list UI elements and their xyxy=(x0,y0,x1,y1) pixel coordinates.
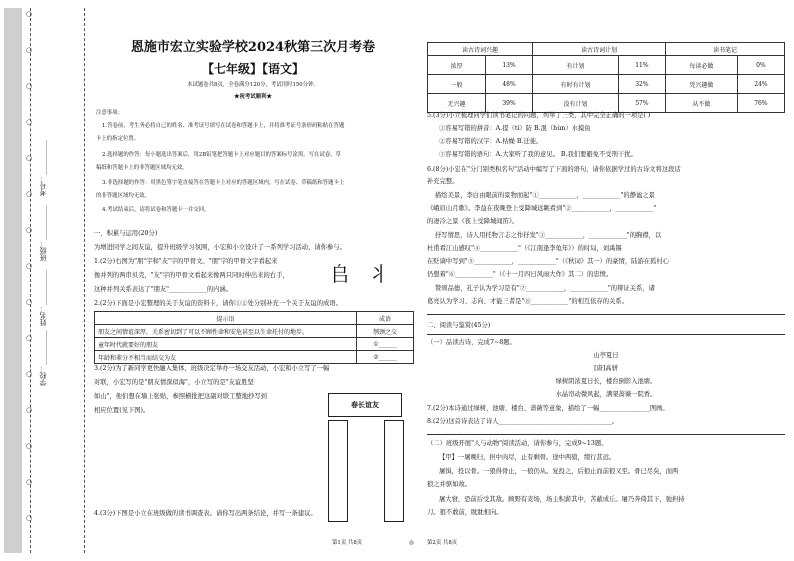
table-cell: 无兴趣 xyxy=(428,94,486,113)
school-label: 学校：__________ xyxy=(39,330,47,386)
question-text: 7.(2分)本诗通过绿树、池塘、楼台、蔷薇等意象，描绘了一幅________________图画。 xyxy=(427,405,669,412)
poem-line: 绿树阴浓夏日长，楼台倒影入池塘。 xyxy=(555,378,657,385)
table-header: 读古诗词计划 xyxy=(533,43,666,56)
fill-in-line: 赞颂品德，孔子认为学习是有"⑦____________，____________"的辩证关系，诸 xyxy=(435,285,655,292)
fill-in-line: 《峨眉山月歌》。李益在夜晚登上受降城远眺看到"②____________，____________" xyxy=(427,205,657,212)
binding-hole-mark: ○ xyxy=(26,46,33,54)
question-option: ①容易写错的拼音：A.提（tí）防 B.混（hùn）水摸鱼 xyxy=(439,125,591,132)
question-text: 像并列的两串贝壳，"友"字的甲骨文看起来像两只同时伸出来的右手， xyxy=(94,272,289,279)
fill-in-line: 在贬谪中写到"⑤____________，____________"（《秋词》其一）的豪情，陆游在孤村心 xyxy=(427,258,669,265)
binding-hole-mark: ○ xyxy=(26,334,33,342)
binding-hole-mark: ○ xyxy=(26,442,33,450)
page-separator: ◎ xyxy=(409,540,414,546)
notice-line: 稿纸和答题卡上的非答题区域均无效。 xyxy=(96,165,188,171)
table-cell: 有计划 xyxy=(533,56,619,75)
binding-hole-mark: ○ xyxy=(26,10,33,18)
table-cell: 24% xyxy=(737,75,784,94)
question-option: ③容易写错的语句：A.大家听了我的意见。 B.我们要避免不受刑干扰。 xyxy=(439,151,637,158)
question-text: 3.(2分)为了新同学更快融入集体，班级决定举办一场交友活动，小宏和小立写了一幅 xyxy=(94,365,330,372)
page-number-left: 第1页 共8页 xyxy=(332,540,363,546)
table-row xyxy=(428,75,785,94)
section-divider xyxy=(427,314,785,315)
answer-blank[interactable]: ②______ xyxy=(357,351,414,364)
table-cell: 浓厚 xyxy=(428,56,486,75)
page-right xyxy=(425,0,787,561)
table-cell: 刎颈之交 xyxy=(357,325,414,338)
reading-text: 刀。狼不敢前，眈眈相向。 xyxy=(427,509,503,516)
table-row xyxy=(95,338,414,351)
subsection-heading: （一）品读古诗，完成7~8题。 xyxy=(427,339,516,346)
oracle-bone-glyphs: 𠂤 ⺦ xyxy=(330,262,395,286)
exam-number-label: 考号：__________ xyxy=(39,140,47,196)
banner-text: 春长谊友 xyxy=(351,400,379,409)
reading-text: 狼之并驱如故。 xyxy=(427,481,472,488)
question-text: 6.(8分)小宏在"分门别类积名句"活动中编写了下面的语句，请你依据学过的古诗文将这段话 xyxy=(427,166,681,173)
reading-text: 【甲】一屠晚归，担中肉尽，止有剩骨。途中两狼，缀行甚远。 xyxy=(439,454,616,461)
name-label: 姓名：__________ xyxy=(39,270,47,326)
exam-info: 本试题卷共8页，全卷满分120分，考试用时150分钟。 xyxy=(187,82,319,88)
reading-text: 屠惧，投以骨。一狼得骨止，一狼仍从。复投之，后狼止而前狼又至。骨已尽矣，而两 xyxy=(439,468,679,475)
table-cell: 57% xyxy=(618,94,665,113)
question-text: 4.(3分)下图是小立在班级做的读书调查表。请你写出两条结论，并写一条建议。 xyxy=(94,510,317,517)
table-cell: 76% xyxy=(737,94,784,113)
table-row xyxy=(95,351,414,364)
banner-box xyxy=(328,393,402,417)
section-intro: 为增进同学之间友谊，提升班级学习氛围，小宏和小立设计了一系列学习活动，请你参与。 xyxy=(94,244,346,251)
notice-line: 3.非选择题的作答：用黑色签字笔直接答在答题卡上对应的答题区域内，写在试卷、草稿纸和答题卡上 xyxy=(102,180,345,186)
idiom-table xyxy=(94,311,414,364)
binding-hole-mark: ○ xyxy=(26,478,33,486)
table-header: 读书笔记 xyxy=(665,43,784,56)
binding-hole-mark: ○ xyxy=(26,514,33,522)
notice-line: 1.答卷前，考生务必将自己的姓名、准考证号填写在试卷和答题卡上，并将准考证号条形码粘贴在答题 xyxy=(102,123,345,129)
table-cell: 凭兴趣做 xyxy=(665,75,737,94)
table-cell: 有时有计划 xyxy=(533,75,619,94)
question-text: 对联，小宏写的是"朋友情深似海"，小立写的是"友谊胜坚 xyxy=(94,379,254,386)
question-text: 如山"，他们想在墙上张贴，参照横批把这副对联工整地抄写到 xyxy=(94,393,267,400)
binding-hole-mark: ○ xyxy=(26,370,33,378)
table-cell: 年龄和辈分不相当而结交为友 xyxy=(95,351,357,364)
poem-author: [唐]高骈 xyxy=(594,365,618,372)
table-row xyxy=(95,325,414,338)
question-text: 8.(2分)这首诗表达了诗人____________________________________。 xyxy=(427,418,619,425)
table-header: 成语 xyxy=(357,312,414,325)
table-cell: 一般 xyxy=(428,75,486,94)
fill-in-line: 抒写情思，诗人用托物言志之作抒发"③____________，____________"的胸襟，以 xyxy=(435,232,662,239)
fill-in-line: 杜甫看江山感叹"④____________"（《江南逢李龟年》）的时局，刘禹锡 xyxy=(427,245,622,252)
seal-line xyxy=(84,8,85,553)
binding-bar xyxy=(4,8,22,553)
section-heading: 二、阅读与鉴赏(45分) xyxy=(427,322,491,329)
notice-heading: 注意事项： xyxy=(96,110,123,116)
fill-in-line: 的凄冷之景《夜上受降城闻笛》。 xyxy=(427,218,519,225)
table-cell: 童年时代就要好的朋友 xyxy=(95,338,357,351)
binding-hole-mark: ○ xyxy=(26,118,33,126)
table-header: 读古诗词兴趣 xyxy=(428,43,533,56)
page-number-right: 第2页 共8页 xyxy=(427,540,458,546)
table-cell: 32% xyxy=(618,75,665,94)
question-text: 5.(3分)小立梳理同学们读书笔记的问题，列举了三类，其中完全正确的一项是( ) xyxy=(427,112,651,119)
notice-line: 4.考试结束后，请将试卷和答题卡一并交回。 xyxy=(102,207,210,213)
notice-line: 卡上的指定位置。 xyxy=(96,136,140,142)
fill-in-line: 描绘美景，李白由眼前的景物而起"①____________，____________"的静谧之景 xyxy=(435,192,655,199)
binding-hole-mark: ○ xyxy=(26,298,33,306)
notice-line: 的非答题区域均无效。 xyxy=(96,193,150,199)
exam-wish: ★祝考试顺利★ xyxy=(234,94,272,100)
binding-hole-mark: ○ xyxy=(26,262,33,270)
table-cell: 0% xyxy=(737,56,784,75)
survey-table xyxy=(427,42,785,113)
question-text: 补充完整。 xyxy=(427,178,459,185)
subsection-heading: （二）班级开展"人与动物"阅读活动，请你参与，完成9~13题。 xyxy=(427,440,608,447)
section-divider xyxy=(427,334,785,335)
reading-text: 屠大窘，恐前后受其敌。顾野有麦场，场主积薪其中，苫蔽成丘。屠乃奔倚其下，弛担持 xyxy=(439,496,685,503)
table-cell: 从不做 xyxy=(665,94,737,113)
question-text: 这种并列关系表达了"朋友"____________的内涵。 xyxy=(94,286,233,293)
table-cell: 48% xyxy=(485,75,532,94)
section-heading: 一、积累与运用(20分) xyxy=(94,230,158,237)
fill-in-line: 仍想着"⑥____________"（《十一月四日风雨大作》其二）的忠愤。 xyxy=(427,271,613,278)
binding-hole-mark: ○ xyxy=(26,190,33,198)
table-header-row xyxy=(428,43,785,56)
question-option: ②容易写错的汉字：A.枯燥 B.迁徙。 xyxy=(439,138,543,145)
question-text: 1.(2分)右图为"朋"字和"友"字的甲骨文。"朋"字的甲骨文字看起来 xyxy=(94,258,278,265)
table-header: 提示语 xyxy=(95,312,357,325)
poem-title: 山亭夏日 xyxy=(593,352,619,359)
fill-in-line: 葛亮认为学习、志向、才能三者是"⑧____________"的相互依存的关系。 xyxy=(427,298,628,305)
question-text: 相应位置(见下图)。 xyxy=(94,407,150,414)
table-row xyxy=(428,94,785,113)
question-text: 2.(2分)下面是小宏整理的关于友谊的资料卡，请你①②处分别补充一个关于友谊的成语。 xyxy=(94,300,342,307)
answer-blank[interactable]: ①______ xyxy=(357,338,414,351)
couplet-box-left[interactable] xyxy=(328,420,348,522)
binding-hole-mark: ○ xyxy=(26,226,33,234)
notice-line: 2.选择题的作答：每小题选出答案后，用2B铅笔把答题卡上对应题目的答案标号涂黑。写在试卷、草 xyxy=(102,152,341,158)
exam-subtitle: 【七年级】【语文】 xyxy=(201,62,304,76)
table-row xyxy=(428,56,785,75)
exam-title: 恩施市宏立实验学校2024秋第三次月考卷 xyxy=(130,40,376,55)
page-left xyxy=(92,0,414,561)
table-cell: 每读必做 xyxy=(665,56,737,75)
table-cell: 13% xyxy=(485,56,532,75)
binding-hole-mark: ○ xyxy=(26,154,33,162)
table-cell: 没有计划 xyxy=(533,94,619,113)
section-divider xyxy=(427,434,785,435)
table-cell: 39% xyxy=(485,94,532,113)
class-label: 班级：__________ xyxy=(39,205,47,261)
binding-hole-mark: ○ xyxy=(26,406,33,414)
couplet-box-right[interactable] xyxy=(384,420,404,522)
table-cell: 11% xyxy=(618,56,665,75)
binding-strip xyxy=(0,0,92,561)
table-cell: 朋友之间情谊深厚，关系密切到了可以不顾性命和安危甚至以生命托付的地步。 xyxy=(95,325,357,338)
poem-line: 水晶帘动微风起，满架蔷薇一院香。 xyxy=(555,391,657,398)
binding-hole-mark: ○ xyxy=(26,82,33,90)
